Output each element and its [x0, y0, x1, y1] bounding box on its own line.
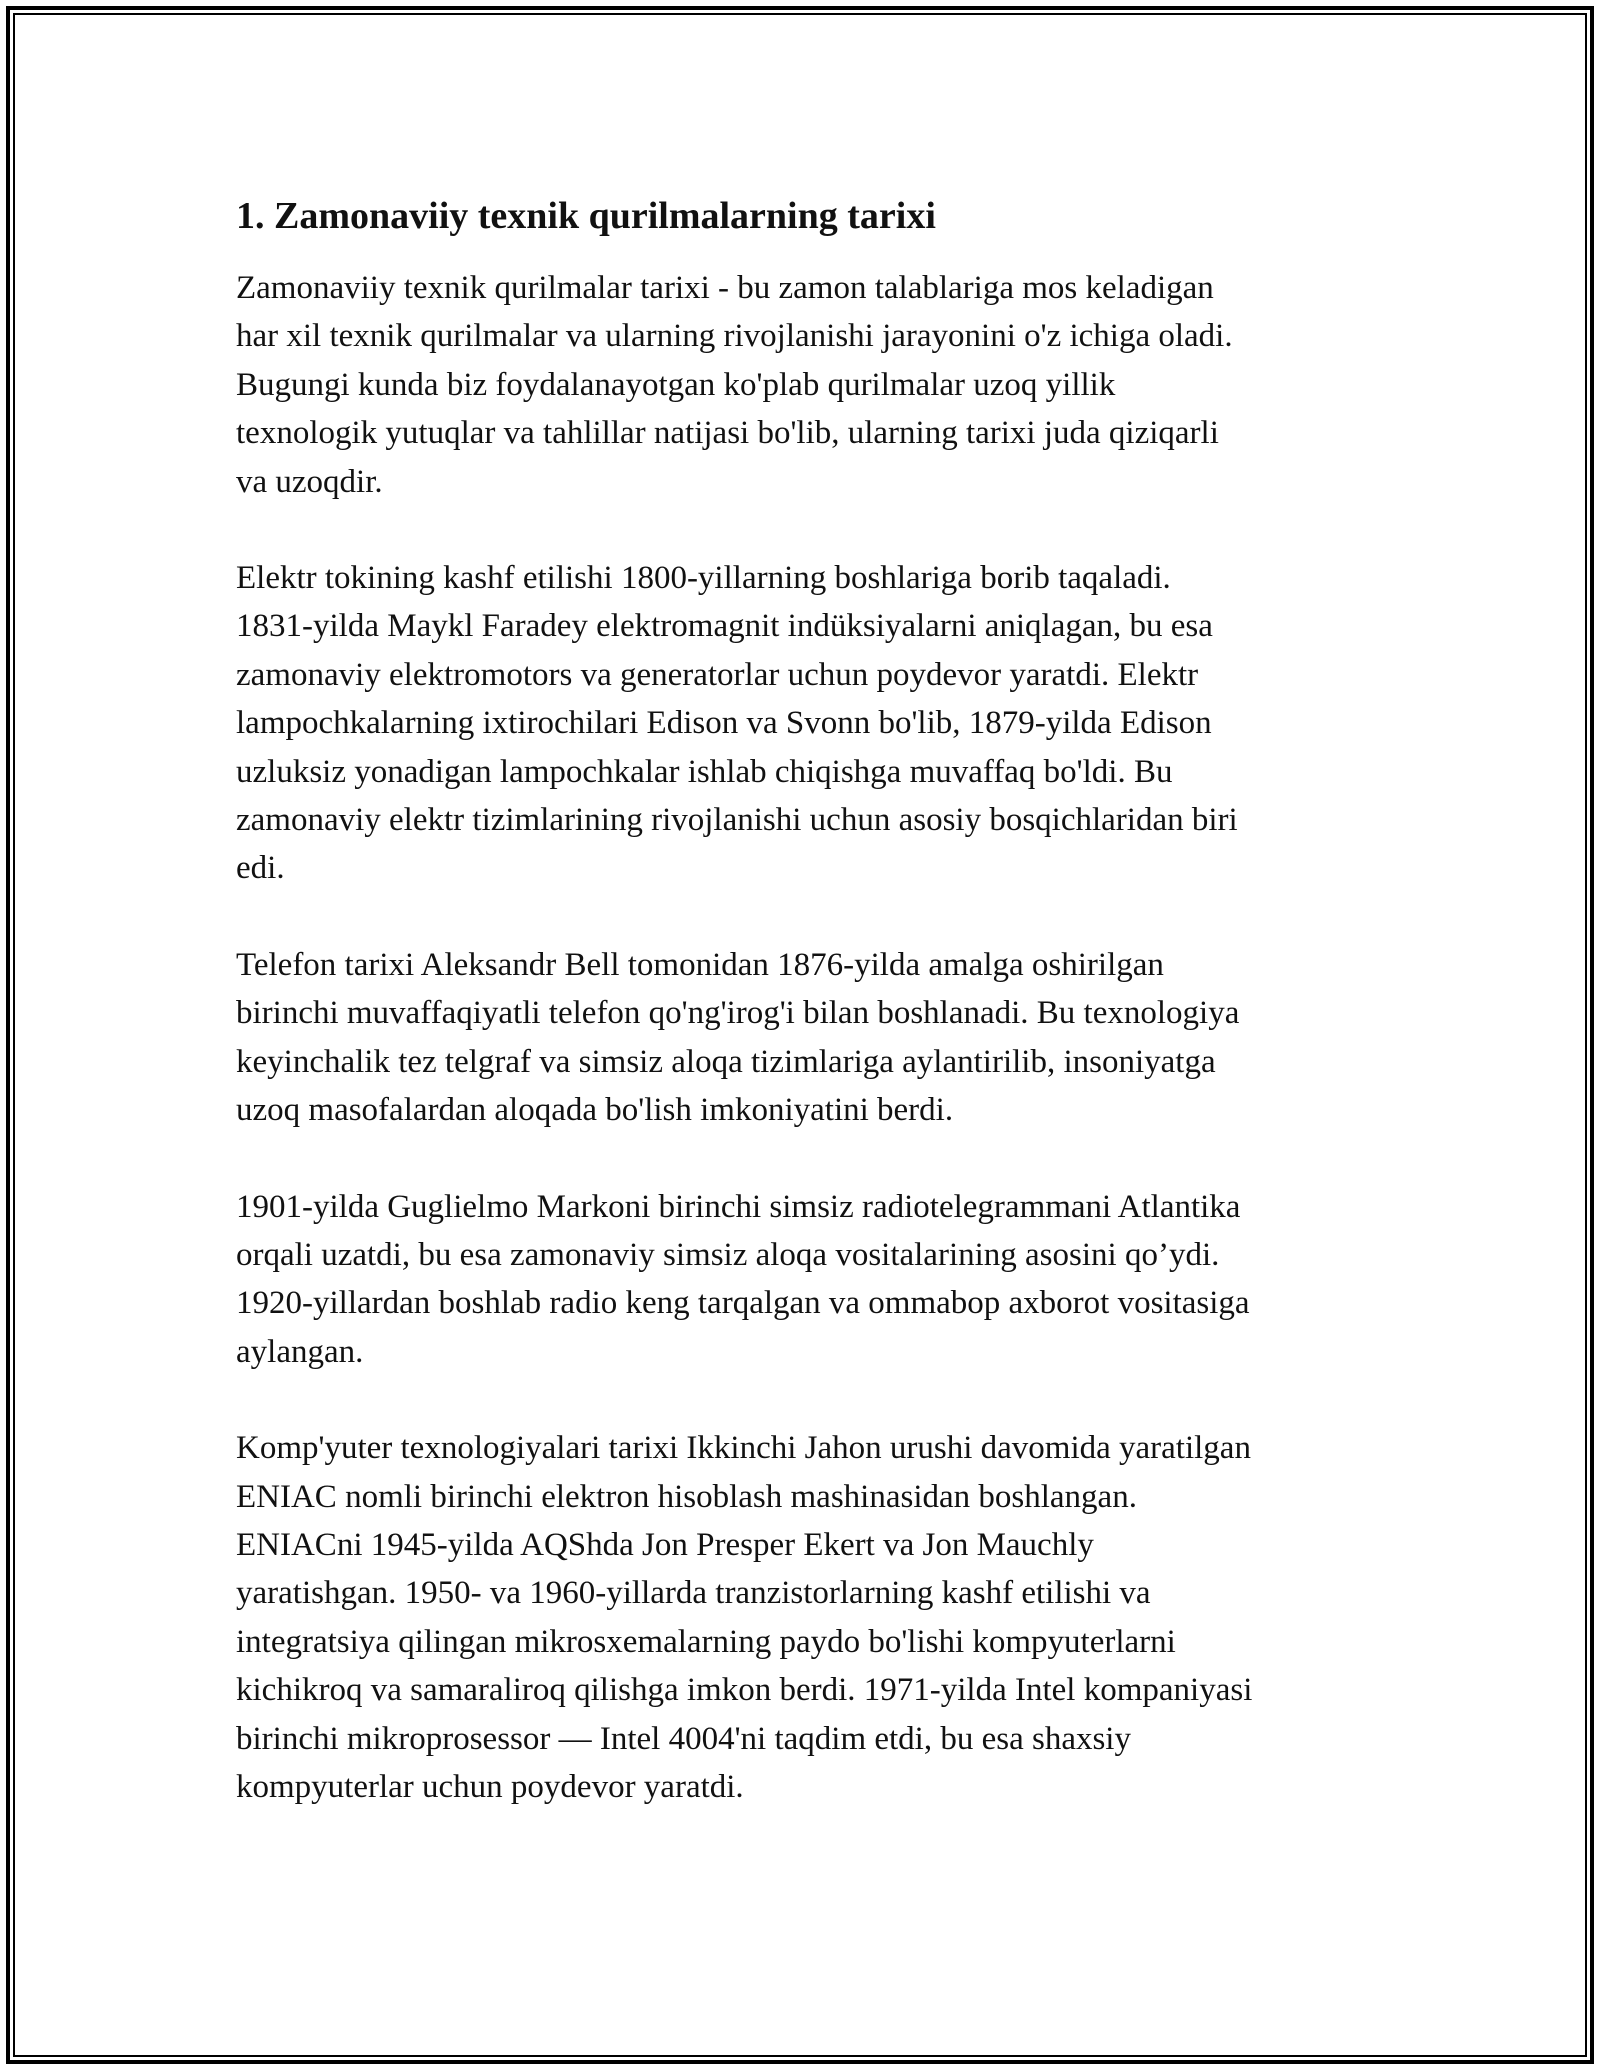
paragraph-telephone: [236, 941, 1376, 1135]
text-line: Komp'yuter texnologiyalari tarixi Ikkinchi Jahon urushi davomida yaratilgan: [236, 1430, 1251, 1467]
paragraph-radio: [236, 1183, 1376, 1377]
text-line: Elektr tokining kashf etilishi 1800-yillarning boshlariga borib taqaladi.: [236, 560, 1171, 597]
text-line: integratsiya qilingan mikrosxemalarning paydo bo'lishi kompyuterlarni: [236, 1623, 1176, 1660]
text-line: yaratishgan. 1950- va 1960-yillarda tranzistorlarning kashf etilishi va: [236, 1575, 1151, 1612]
text-line: aylangan.: [236, 1333, 364, 1370]
text-line: har xil texnik qurilmalar va ularning rivojlanishi jarayonini o'z ichiga oladi.: [236, 318, 1233, 355]
text-line: ENIACni 1945-yilda AQShda Jon Presper Ekert va Jon Mauchly: [236, 1526, 1094, 1563]
text-line: Bugungi kunda biz foydalanayotgan ko'plab qurilmalar uzoq yillik: [236, 366, 1116, 403]
text-line: 1831-yilda Maykl Faradey elektromagnit indüksiyalarni aniqlagan, bu esa: [236, 608, 1213, 645]
text-line: orqali uzatdi, bu esa zamonaviy simsiz aloqa vositalarining asosini qo’ydi.: [236, 1236, 1220, 1273]
text-line: 1920-yillardan boshlab radio keng tarqalgan va ommabop axborot vositasiga: [236, 1285, 1250, 1322]
text-line: 1901-yilda Guglielmo Markoni birinchi simsiz radiotelegrammani Atlantika: [236, 1188, 1241, 1225]
paragraph-intro: [236, 264, 1376, 506]
text-line: birinchi mikroprosessor — Intel 4004'ni taqdim etdi, bu esa shaxsiy: [236, 1720, 1131, 1757]
section-heading: 1. Zamonaviiy texnik qurilmalarning tarixi: [236, 195, 936, 237]
text-line: texnologik yutuqlar va tahlillar natijasi bo'lib, ularning tarixi juda qiziqarli: [236, 415, 1219, 452]
text-line: uzoq masofalardan aloqada bo'lish imkoniyatini berdi.: [236, 1092, 954, 1129]
paragraph-computers: [236, 1424, 1376, 1811]
text-line: zamonaviy elektromotors va generatorlar uchun poydevor yaratdi. Elektr: [236, 656, 1199, 693]
text-line: edi.: [236, 850, 285, 887]
text-line: zamonaviy elektr tizimlarining rivojlanishi uchun asosiy bosqichlaridan biri: [236, 802, 1238, 839]
text-line: kichikroq va samaraliroq qilishga imkon berdi. 1971-yilda Intel kompaniyasi: [236, 1672, 1253, 1709]
document-body: [236, 188, 1376, 1859]
text-line: lampochkalarning ixtirochilari Edison va Svonn bo'lib, 1879-yilda Edison: [236, 705, 1212, 742]
text-line: va uzoqdir.: [236, 463, 383, 500]
paragraph-electricity: [236, 554, 1376, 893]
text-line: uzluksiz yonadigan lampochkalar ishlab chiqishga muvaffaq bo'ldi. Bu: [236, 753, 1173, 790]
text-line: keyinchalik tez telgraf va simsiz aloqa tizimlariga aylantirilib, insoniyatga: [236, 1043, 1216, 1080]
text-line: Telefon tarixi Aleksandr Bell tomonidan 1876-yilda amalga oshirilgan: [236, 946, 1164, 983]
text-line: kompyuterlar uchun poydevor yaratdi.: [236, 1768, 744, 1805]
text-line: birinchi muvaffaqiyatli telefon qo'ng'irog'i bilan boshlanadi. Bu texnologiya: [236, 995, 1240, 1032]
text-line: ENIAC nomli birinchi elektron hisoblash mashinasidan boshlangan.: [236, 1478, 1137, 1515]
text-line: Zamonaviiy texnik qurilmalar tarixi - bu zamon talablariga mos keladigan: [236, 270, 1214, 306]
